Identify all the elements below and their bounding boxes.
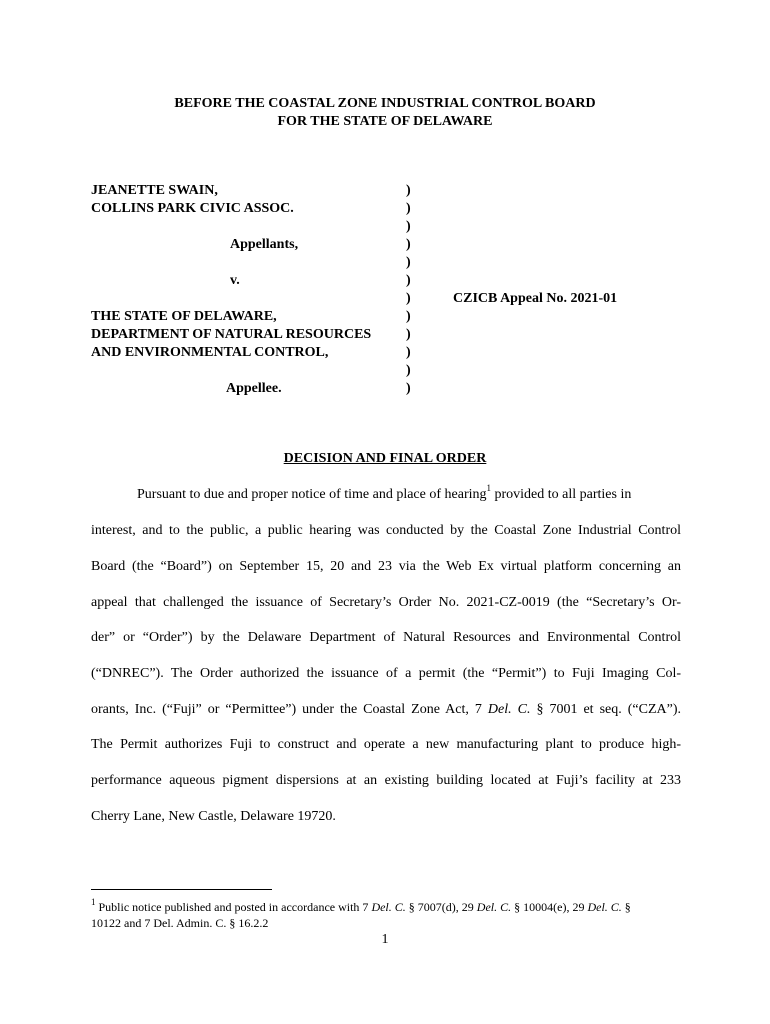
page-number: 1 — [381, 932, 389, 947]
citation-italic: Del. C. — [476, 900, 512, 914]
body-line-9: performance aqueous pigment dispersions at an existing building located at Fuji’s facility at 233 — [91, 773, 681, 788]
order-title: DECISION AND FINAL ORDER — [283, 451, 487, 466]
citation-italic: Del. C. — [371, 900, 406, 914]
caption-paren: ) — [406, 291, 411, 306]
body-text: provided to all parties in — [491, 487, 632, 502]
footnote-text: Public notice published and posted in accordance with 7 — [95, 900, 372, 914]
footnote-line-2: 10122 and 7 Del. Admin. C. § 16.2.2 — [91, 916, 269, 930]
footnote-separator — [91, 889, 272, 890]
caption-paren: ) — [406, 237, 411, 252]
caption-paren: ) — [406, 309, 411, 324]
caption-paren: ) — [406, 345, 411, 360]
body-line-1 — [137, 483, 632, 504]
caption-paren: ) — [406, 381, 411, 396]
body-text: orants, Inc. (“Fuji” or “Permittee”) under the Coastal Zone Act, 7 — [91, 702, 488, 717]
board-heading-line1: BEFORE THE COASTAL ZONE INDUSTRIAL CONTROL BOARD — [174, 96, 596, 111]
caption-paren: ) — [406, 219, 411, 234]
body-line-6: (“DNREC”). The Order authorized the issuance of a permit (the “Permit”) to Fuji Imaging Col- — [91, 666, 681, 681]
board-heading-line2: FOR THE STATE OF DELAWARE — [277, 114, 493, 129]
body-text: Pursuant to due and proper notice of time and place of hearing — [137, 487, 487, 502]
caption-paren: ) — [406, 363, 411, 378]
caption-paren: ) — [406, 201, 411, 216]
appellee-name-3: AND ENVIRONMENTAL CONTROL, — [91, 345, 329, 360]
body-line-10: Cherry Lane, New Castle, Delaware 19720. — [91, 809, 336, 824]
footnote-line-1 — [91, 899, 631, 915]
caption-paren: ) — [406, 327, 411, 342]
appeal-number: CZICB Appeal No. 2021-01 — [453, 291, 618, 306]
citation-italic: Del. C. — [587, 900, 622, 914]
caption-paren: ) — [406, 255, 411, 270]
body-text: § 7001 et seq. (“CZA”). — [530, 702, 681, 717]
body-line-5: der” or “Order”) by the Delaware Department of Natural Resources and Environmental Control — [91, 630, 681, 645]
body-line-4: appeal that challenged the issuance of Secretary’s Order No. 2021-CZ-0019 (the “Secretary’s Or- — [91, 595, 681, 610]
body-line-8: The Permit authorizes Fuji to construct and operate a new manufacturing plant to produce high- — [91, 737, 681, 752]
footnote-reference: 1 — [486, 483, 491, 494]
body-line-7 — [91, 701, 681, 719]
appellant-name-1: JEANETTE SWAIN, — [91, 183, 218, 198]
citation-italic: Del. C. — [487, 702, 531, 717]
versus-label: v. — [230, 273, 240, 288]
appellant-name-2: COLLINS PARK CIVIC ASSOC. — [91, 201, 294, 216]
appellee-name-1: THE STATE OF DELAWARE, — [91, 309, 277, 324]
caption-paren: ) — [406, 273, 411, 288]
body-line-3: Board (the “Board”) on September 15, 20 and 23 via the Web Ex virtual platform concerning an — [91, 559, 681, 574]
appellants-label: Appellants, — [230, 237, 299, 252]
footnote-text: § 10004(e), 29 — [511, 900, 588, 914]
body-line-2: interest, and to the public, a public hearing was conducted by the Coastal Zone Industrial Control — [91, 523, 681, 538]
appellee-label: Appellee. — [226, 381, 282, 396]
caption-paren: ) — [406, 183, 411, 198]
footnote-text: § — [621, 900, 631, 914]
footnote-mark: 1 — [91, 897, 96, 907]
appellee-name-2: DEPARTMENT OF NATURAL RESOURCES — [91, 327, 372, 342]
footnote-text: § 7007(d), 29 — [405, 900, 477, 914]
